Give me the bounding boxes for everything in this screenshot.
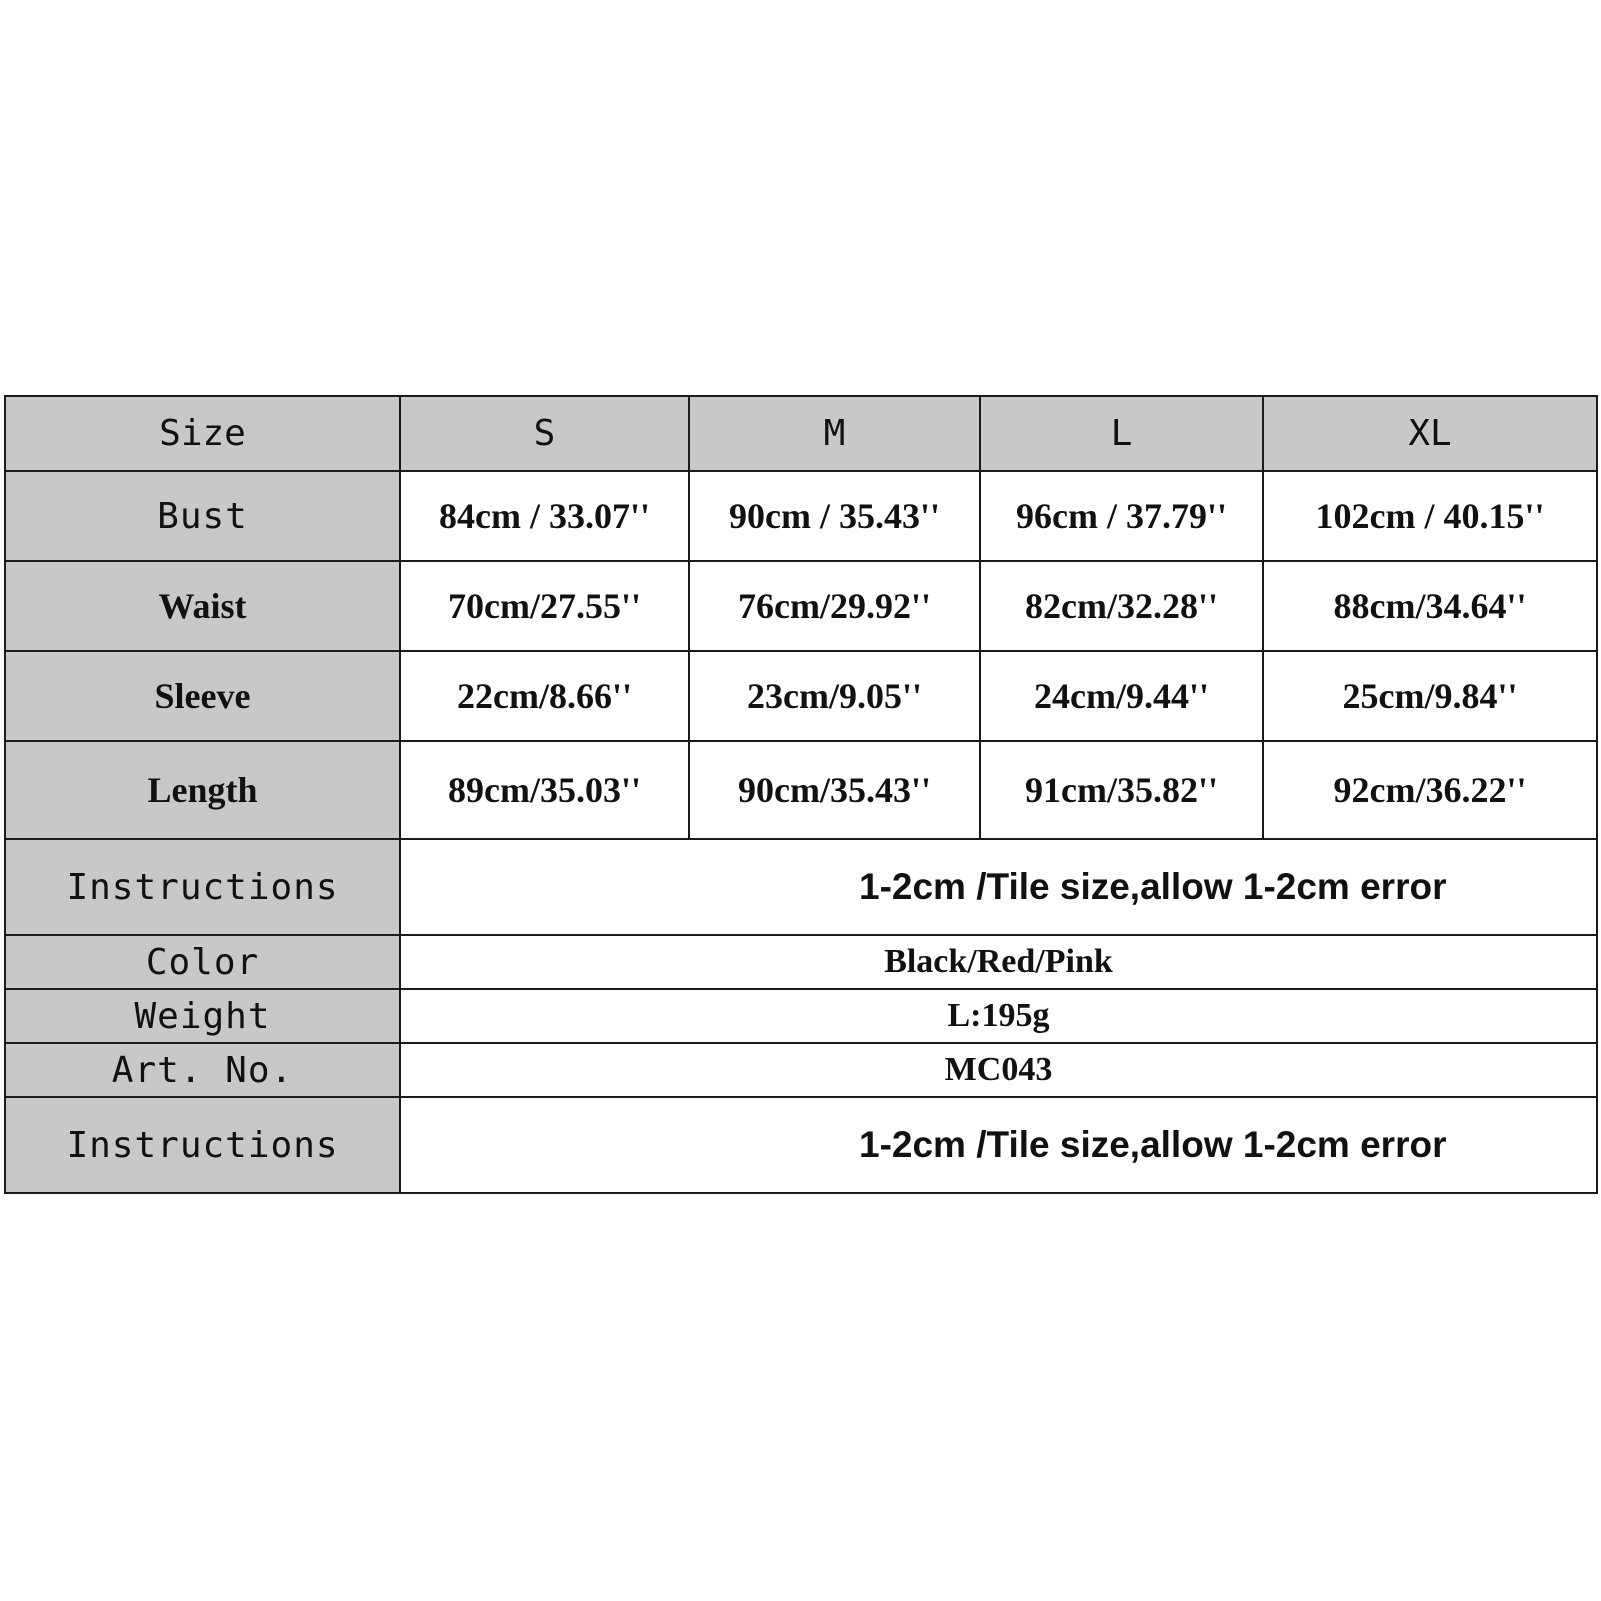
row-label-instructions-2: Instructions <box>5 1097 400 1193</box>
header-size-l: L <box>980 396 1263 471</box>
bust-l-value: 96cm / 37.79'' <box>980 471 1263 561</box>
row-label-length: Length <box>5 741 400 839</box>
waist-s-value: 70cm/27.55'' <box>400 561 689 651</box>
length-xl-value: 92cm/36.22'' <box>1263 741 1597 839</box>
instructions-2-value: 1-2cm /Tile size,allow 1-2cm error <box>400 1097 1597 1193</box>
table-row-instructions-1 <box>5 839 1597 935</box>
header-size-xl: XL <box>1263 396 1597 471</box>
sleeve-xl-value: 25cm/9.84'' <box>1263 651 1597 741</box>
header-size-label: Size <box>5 396 400 471</box>
table-row-waist <box>5 561 1597 651</box>
waist-l-value: 82cm/32.28'' <box>980 561 1263 651</box>
weight-value: L:195g <box>400 989 1597 1043</box>
sleeve-l-value: 24cm/9.44'' <box>980 651 1263 741</box>
art-no-value: MC043 <box>400 1043 1597 1097</box>
table-row-sleeve <box>5 651 1597 741</box>
sleeve-s-value: 22cm/8.66'' <box>400 651 689 741</box>
length-s-value: 89cm/35.03'' <box>400 741 689 839</box>
table-row-instructions-2 <box>5 1097 1597 1193</box>
size-chart-table <box>4 395 1598 1194</box>
table-header-row <box>5 396 1597 471</box>
table-row-length <box>5 741 1597 839</box>
row-label-instructions-1: Instructions <box>5 839 400 935</box>
color-value: Black/Red/Pink <box>400 935 1597 989</box>
row-label-weight: Weight <box>5 989 400 1043</box>
waist-xl-value: 88cm/34.64'' <box>1263 561 1597 651</box>
header-size-s: S <box>400 396 689 471</box>
waist-m-value: 76cm/29.92'' <box>689 561 980 651</box>
table-row-bust <box>5 471 1597 561</box>
row-label-art-no: Art. No. <box>5 1043 400 1097</box>
length-l-value: 91cm/35.82'' <box>980 741 1263 839</box>
row-label-color: Color <box>5 935 400 989</box>
row-label-waist: Waist <box>5 561 400 651</box>
bust-s-value: 84cm / 33.07'' <box>400 471 689 561</box>
bust-m-value: 90cm / 35.43'' <box>689 471 980 561</box>
table-row-art-no <box>5 1043 1597 1097</box>
instructions-1-value: 1-2cm /Tile size,allow 1-2cm error <box>400 839 1597 935</box>
bust-xl-value: 102cm / 40.15'' <box>1263 471 1597 561</box>
table-row-color <box>5 935 1597 989</box>
row-label-bust: Bust <box>5 471 400 561</box>
header-size-m: M <box>689 396 980 471</box>
length-m-value: 90cm/35.43'' <box>689 741 980 839</box>
table-row-weight <box>5 989 1597 1043</box>
sleeve-m-value: 23cm/9.05'' <box>689 651 980 741</box>
row-label-sleeve: Sleeve <box>5 651 400 741</box>
